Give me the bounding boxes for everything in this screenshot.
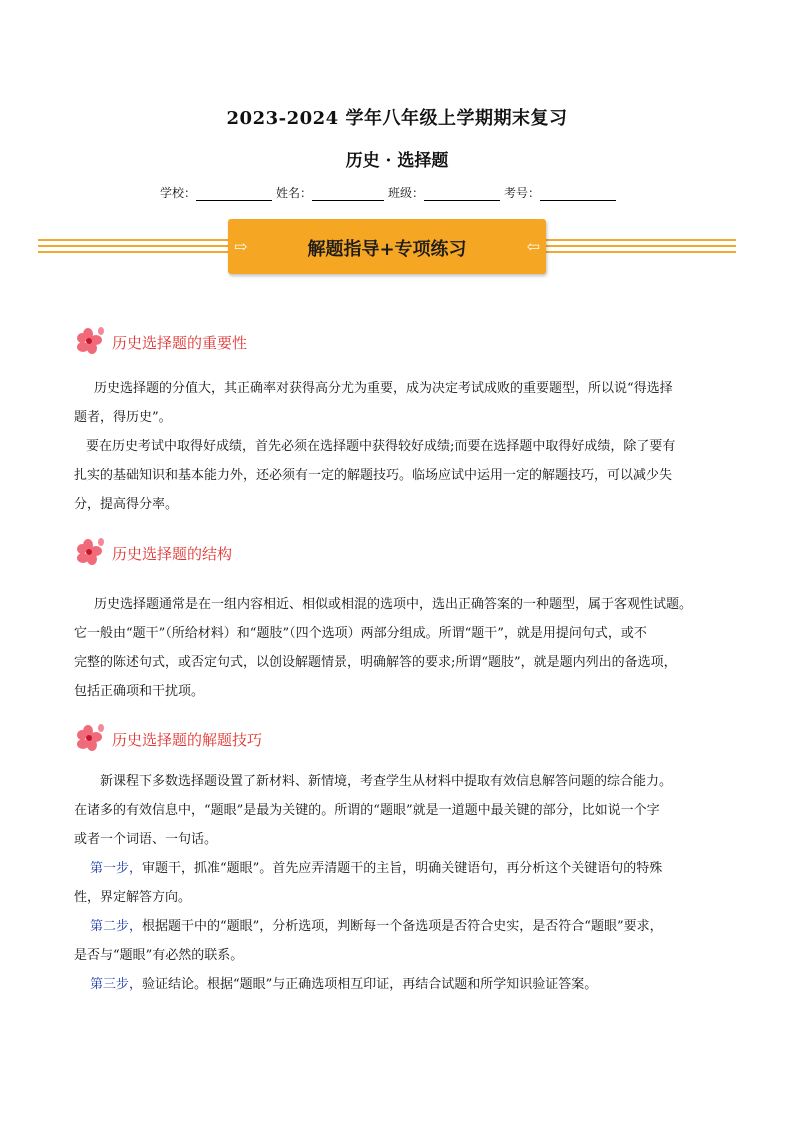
text-line: 完整的陈述句式，或否定句式，以创设解题情景，明确解答的要求;所谓“题肢”，就是题内列出的备选项， <box>74 655 677 670</box>
step-label: 第二步， <box>90 919 143 934</box>
text-line: 要在历史考试中取得好成绩，首先必须在选择题中获得较好成绩;而要在选择题中取得好成绩，除了要有 <box>86 439 676 454</box>
class-label: 班级： <box>388 186 425 200</box>
section-heading-label: 历史选择题的结构 <box>112 544 233 563</box>
step-line <box>74 912 672 941</box>
class-field[interactable] <box>424 186 500 201</box>
section-banner <box>228 219 546 274</box>
section-heading-label: 历史选择题的解题技巧 <box>112 730 263 749</box>
exam-number-label: 考号： <box>504 186 541 200</box>
left-arrow-icon: ⇦ <box>526 237 540 256</box>
text-line: 或者一个词语、一句话。 <box>74 832 218 847</box>
section-body <box>74 767 672 999</box>
school-label: 学校： <box>160 186 197 200</box>
text-line: 性，界定解答方向。 <box>74 890 192 905</box>
school-field[interactable] <box>196 186 272 201</box>
text-line: 它一般由“题干”（所给材料）和“题肢”（四个选项）两部分组成。所谓“题干”，就是用提问句式，或不 <box>74 626 647 641</box>
section-heading-techniques <box>74 721 262 757</box>
text-line: 历史选择题的分值大，其正确率对获得高分尤为重要，成为决定考试成败的重要题型，所以说“得选择 <box>94 381 673 396</box>
right-arrow-icon: ⇨ <box>234 237 248 256</box>
page-title: 2023-2024 学年八年级上学期期末复习 <box>226 108 568 129</box>
flower-icon <box>74 722 108 756</box>
text-line: 题者，得历史”。 <box>74 410 172 425</box>
step-label: 第一步， <box>90 861 143 876</box>
text-line: 分，提高得分率。 <box>74 497 179 512</box>
step-label: 第三步， <box>90 977 143 992</box>
step-text: 根据题干中的“题眼”，分析选项，判断每一个备选项是否符合史实，是否符合“题眼”要求， <box>142 919 663 934</box>
section-heading-label: 历史选择题的重要性 <box>112 333 248 352</box>
exam-number-field[interactable] <box>540 186 616 201</box>
step-line <box>74 970 672 999</box>
text-line: 扎实的基础知识和基本能力外，还必须有一定的解题技巧。临场应试中运用一定的解题技巧，可以减少失 <box>74 468 673 483</box>
step-text: 审题干，抓准“题眼”。首先应弄清题干的主旨，明确关键语句，再分析这个关键语句的特殊 <box>142 861 663 876</box>
text-line: 新课程下多数选择题设置了新材料、新情境，考查学生从材料中提取有效信息解答问题的综合能力。 <box>100 774 673 789</box>
banner-label: 解题指导+专项练习 <box>307 239 467 260</box>
text-line: 在诸多的有效信息中，“题眼”是最为关键的。所谓的“题眼”就是一道题中最关键的部分，比如说一个字 <box>74 803 660 818</box>
section-heading-importance <box>74 324 247 360</box>
step-text: 验证结论。根据“题眼”与正确选项相互印证，再结合试题和所学知识验证答案。 <box>142 977 598 992</box>
section-body <box>74 590 692 706</box>
student-info-row <box>160 184 620 201</box>
text-line: 包括正确项和干扰项。 <box>74 684 205 699</box>
text-line: 历史选择题通常是在一组内容相近、相似或相混的选项中，选出正确答案的一种题型，属于客观性试题。 <box>94 597 693 612</box>
page-subtitle: 历史 · 选择题 <box>345 151 449 171</box>
text-line: 是否与“题眼”有必然的联系。 <box>74 948 244 963</box>
section-heading-structure <box>74 535 232 571</box>
flower-icon <box>74 325 108 359</box>
flower-icon <box>74 536 108 570</box>
step-line <box>74 854 672 883</box>
section-body <box>74 374 675 519</box>
name-field[interactable] <box>312 186 384 201</box>
name-label: 姓名： <box>276 186 313 200</box>
